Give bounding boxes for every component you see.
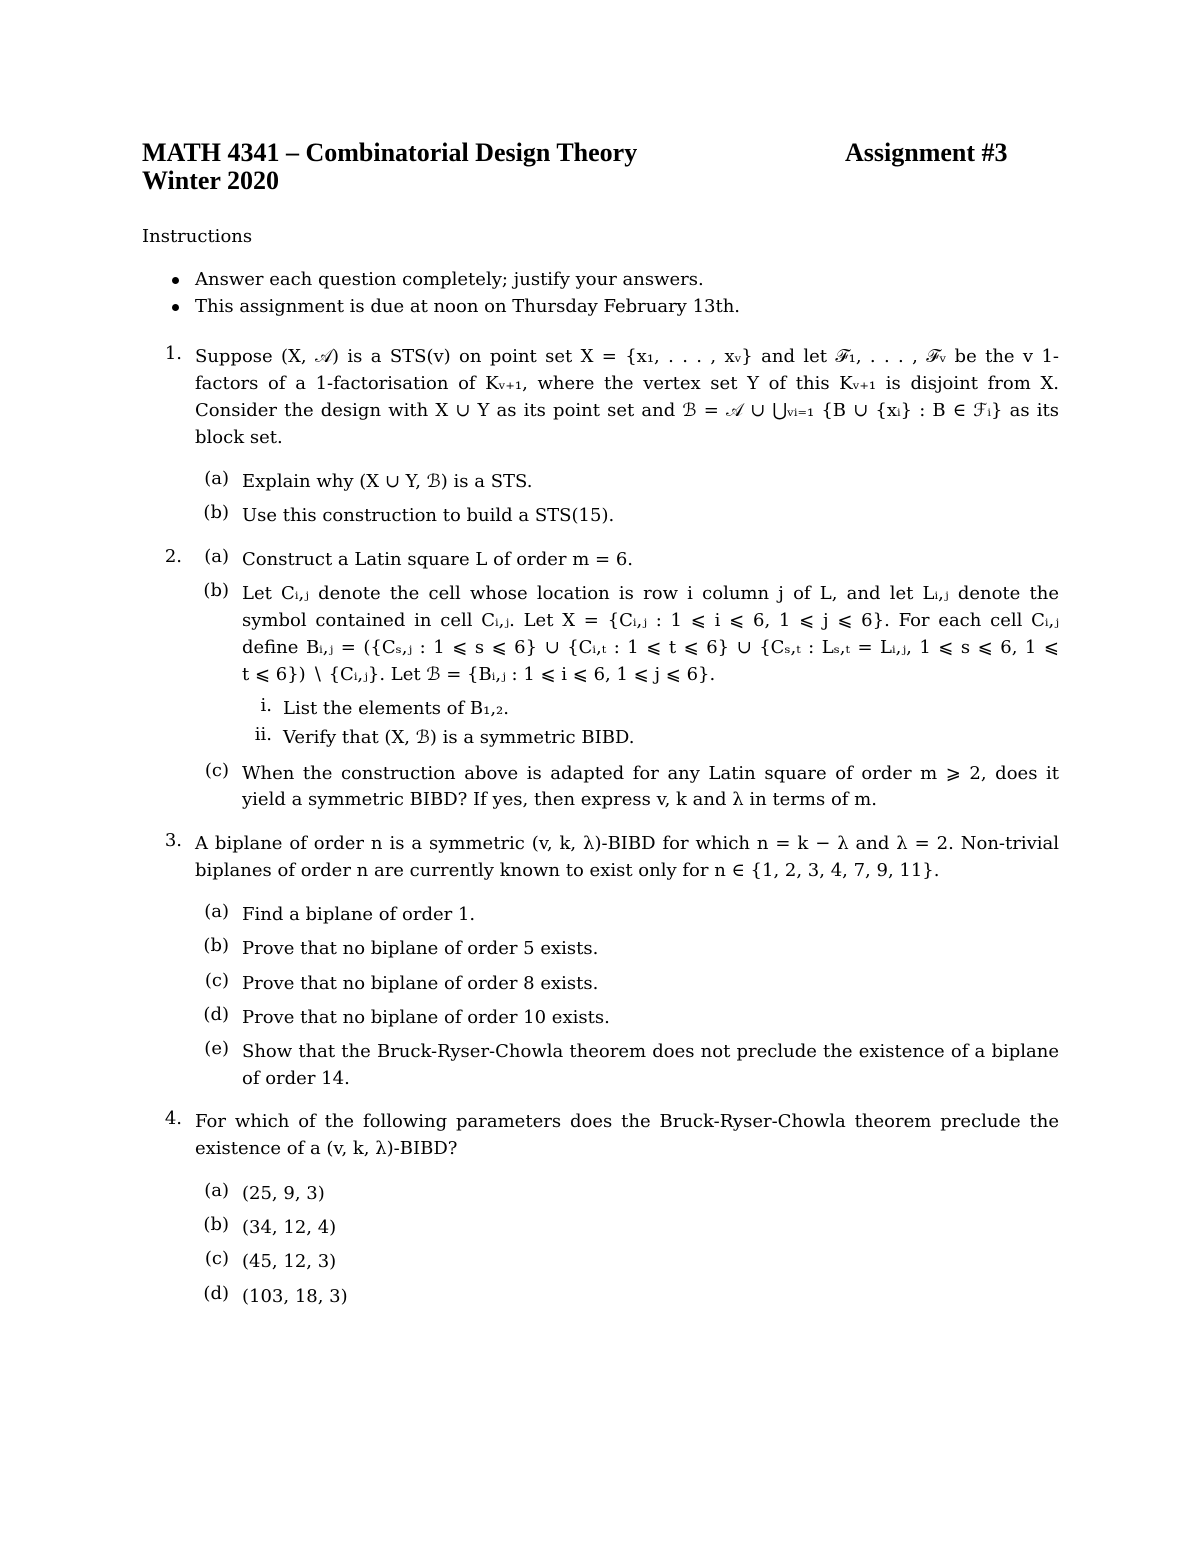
question-2b-label: (b) (203, 580, 229, 601)
question-2b-ii-label: ii. (254, 724, 272, 745)
question-1b-text: Use this construction to build a STS(15). (242, 505, 615, 526)
question-1b-label: (b) (203, 502, 229, 523)
assignment-number: Assignment #3 (845, 138, 1008, 167)
question-3e-label: (e) (204, 1038, 229, 1059)
question-3d-text: Prove that no biplane of order 10 exists. (242, 1007, 610, 1028)
question-4c-text: (45, 12, 3) (242, 1251, 337, 1272)
question-3c-label: (c) (204, 970, 229, 991)
instruction-item: Answer each question completely; justify your answers. (195, 269, 704, 290)
question-4b-label: (b) (203, 1214, 229, 1235)
question-1-line: block set. (195, 427, 283, 448)
bullet-icon (172, 277, 179, 284)
question-3e-line: Show that the Bruck-Ryser-Chowla theorem does not preclude the existence of a biplane (242, 1041, 1059, 1062)
question-4-line: For which of the following parameters does the Bruck-Ryser-Chowla theorem preclude the (195, 1111, 1059, 1132)
question-2b-line: Let Cᵢ,ⱼ denote the cell whose location is row i column j of L, and let Lᵢ,ⱼ denote the (242, 583, 1059, 604)
question-2b-line: define Bᵢ,ⱼ = ({Cₛ,ⱼ : 1 ⩽ s ⩽ 6} ∪ {Cᵢ,ₜ : 1 ⩽ t ⩽ 6} ∪ {Cₛ,ₜ : Lₛ,ₜ = Lᵢ,ⱼ, 1 ⩽ s ⩽ 6, 1 ⩽ (242, 637, 1059, 658)
question-1-number: 1. (164, 343, 182, 364)
course-title: MATH 4341 – Combinatorial Design Theory (142, 138, 638, 167)
question-2c-line: When the construction above is adapted for any Latin square of order m ⩾ 2, does it (242, 763, 1059, 784)
instruction-item: This assignment is due at noon on Thursday February 13th. (195, 296, 741, 317)
bullet-icon (172, 304, 179, 311)
question-2c-line: yield a symmetric BIBD? If yes, then express v, k and λ in terms of m. (242, 789, 877, 810)
question-4a-label: (a) (204, 1180, 229, 1201)
question-2b-i-label: i. (260, 695, 272, 716)
question-3a-label: (a) (204, 901, 229, 922)
question-4d-text: (103, 18, 3) (242, 1286, 348, 1307)
question-2b-line: symbol contained in cell Cᵢ,ⱼ. Let X = {Cᵢ,ⱼ : 1 ⩽ i ⩽ 6, 1 ⩽ j ⩽ 6}. For each cell Cᵢ,ⱼ (242, 610, 1059, 631)
question-4c-label: (c) (204, 1248, 229, 1269)
question-3d-label: (d) (203, 1004, 229, 1025)
question-4b-text: (34, 12, 4) (242, 1217, 337, 1238)
question-3b-label: (b) (203, 935, 229, 956)
question-3-line: biplanes of order n are currently known to exist only for n ∈ {1, 2, 3, 4, 7, 9, 11}. (195, 860, 940, 881)
question-2-number: 2. (164, 546, 182, 567)
question-2c-label: (c) (204, 760, 229, 781)
question-3e-line: of order 14. (242, 1068, 350, 1089)
question-2a-text: Construct a Latin square L of order m = 6. (242, 549, 634, 570)
question-1a-label: (a) (204, 468, 229, 489)
question-1-line: Consider the design with X ∪ Y as its point set and ℬ = 𝒜 ∪ ⋃ᵥᵢ₌₁ {B ∪ {xᵢ} : B ∈ ℱᵢ} as its (195, 400, 1059, 421)
question-1-line: factors of a 1-factorisation of Kᵥ₊₁, where the vertex set Y of this Kᵥ₊₁ is disjoint from X. (195, 373, 1059, 394)
question-3-number: 3. (164, 830, 182, 851)
question-3a-text: Find a biplane of order 1. (242, 904, 476, 925)
question-3-line: A biplane of order n is a symmetric (v, k, λ)-BIBD for which n = k − λ and λ = 2. Non-trivial (195, 833, 1059, 854)
question-3c-text: Prove that no biplane of order 8 exists. (242, 973, 599, 994)
question-2b-i-text: List the elements of B₁,₂. (283, 698, 509, 719)
instructions-heading: Instructions (142, 226, 253, 247)
question-4a-text: (25, 9, 3) (242, 1183, 325, 1204)
question-2b-line: t ⩽ 6}) ∖ {Cᵢ,ⱼ}. Let ℬ = {Bᵢ,ⱼ : 1 ⩽ i ⩽ 6, 1 ⩽ j ⩽ 6}. (242, 664, 716, 685)
question-3b-text: Prove that no biplane of order 5 exists. (242, 938, 599, 959)
question-1a-text: Explain why (X ∪ Y, ℬ) is a STS. (242, 471, 533, 492)
question-4-line: existence of a (v, k, λ)-BIBD? (195, 1138, 458, 1159)
question-2a-label: (a) (204, 546, 229, 567)
question-4-number: 4. (164, 1108, 182, 1129)
term-label: Winter 2020 (142, 166, 279, 195)
question-2b-ii-text: Verify that (X, ℬ) is a symmetric BIBD. (283, 727, 635, 748)
question-4d-label: (d) (203, 1283, 229, 1304)
question-1-line: Suppose (X, 𝒜) is a STS(v) on point set X = {x₁, . . . , xᵥ} and let ℱ₁, . . . , ℱᵥ be the v 1- (195, 346, 1059, 367)
